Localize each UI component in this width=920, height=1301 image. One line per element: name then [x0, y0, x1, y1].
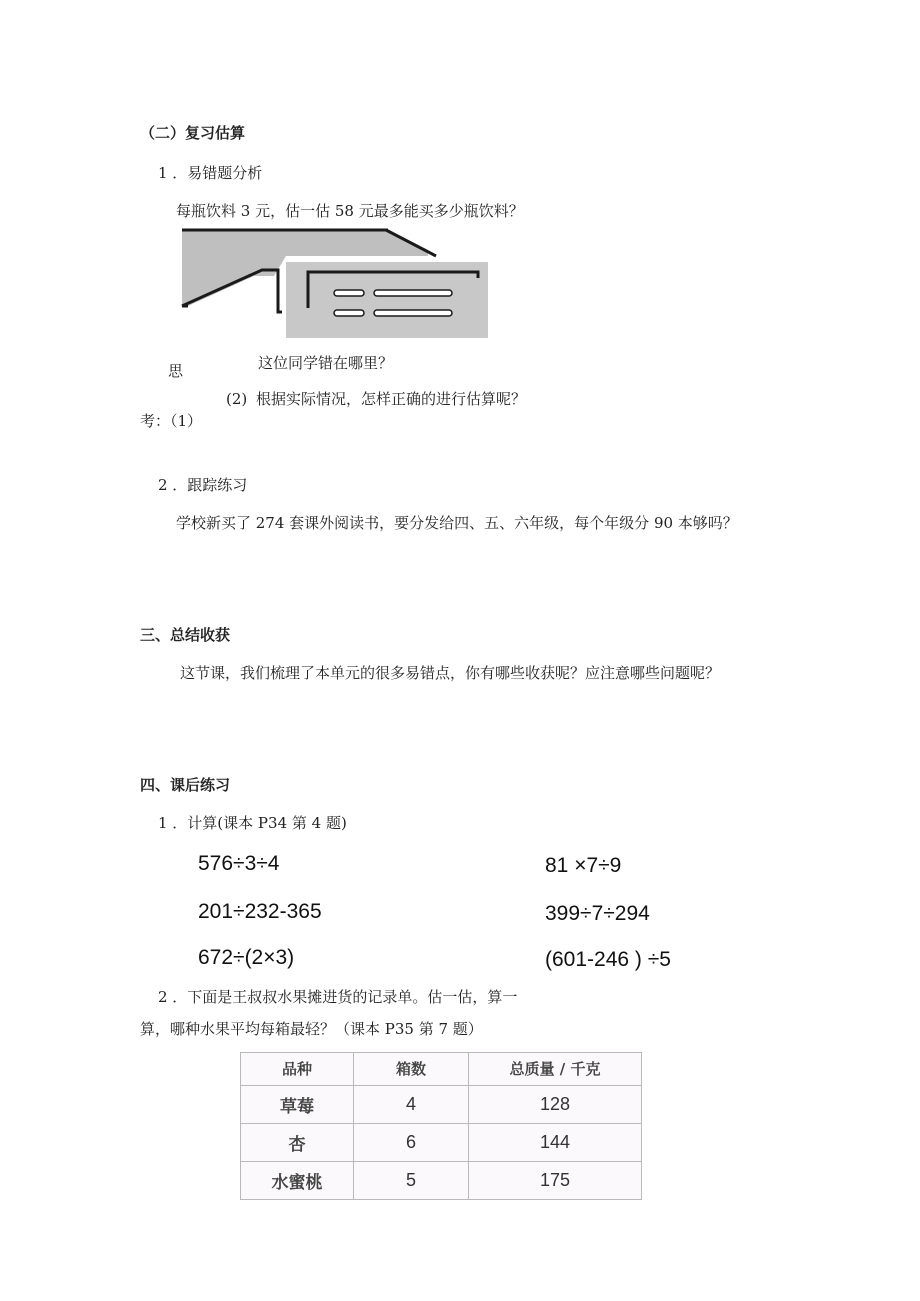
calc-expression: 672÷(2×3)	[198, 946, 295, 969]
box-count-cell: 4	[354, 1085, 469, 1123]
fruit-name-cell: 水蜜桃	[241, 1161, 354, 1199]
table-row	[241, 1161, 642, 1199]
item1-question: 每瓶饮料 3 元，估一估 58 元最多能买多少瓶饮料？	[176, 202, 524, 220]
box-count-cell: 6	[354, 1123, 469, 1161]
table-row	[241, 1085, 642, 1123]
section3-text: 这节课，我们梳理了本单元的很多易错点，你有哪些收获呢？应注意哪些问题呢？	[180, 664, 721, 682]
total-mass-cell: 144	[469, 1123, 642, 1161]
fruit-item-line2: 算，哪种水果平均每箱最轻？（课本 P35 第 7 题）	[140, 1020, 483, 1038]
think-label-char2: 考：（1）	[140, 412, 203, 430]
calc-expression: 201÷232-365	[198, 900, 322, 923]
box-count-cell: 5	[354, 1161, 469, 1199]
calc-expression: 81 ×7÷9	[545, 854, 622, 877]
think-question2: 根据实际情况，怎样正确的进行估算呢？	[256, 390, 527, 408]
calc-expression: 576÷3÷4	[198, 852, 280, 875]
fruit-name-cell: 草莓	[241, 1085, 354, 1123]
table-row	[241, 1123, 642, 1161]
header-cell: 箱数	[354, 1053, 469, 1086]
think-question2-number: (2)	[226, 390, 248, 408]
section2-heading: （二）复习估算	[140, 124, 246, 142]
item1-title: 1 ．易错题分析	[158, 164, 263, 182]
fruit-name-cell: 杏	[241, 1123, 354, 1161]
calc-expression: (601-246 ) ÷5	[545, 948, 671, 971]
fruit-item-line1: 2 ．下面是王叔叔水果摊进货的记录单。估一估，算一	[158, 988, 518, 1006]
table-header-row	[241, 1053, 642, 1086]
calc-item-title: 1 ．计算(课本 P34 第 4 题)	[158, 814, 347, 832]
section4-heading: 四、课后练习	[140, 776, 231, 794]
total-mass-cell: 175	[469, 1161, 642, 1199]
calc-expression: 399÷7÷294	[545, 902, 650, 925]
think-question1: 这位同学错在哪里？	[258, 354, 394, 372]
header-cell: 品种	[241, 1053, 354, 1086]
item2-question: 学校新买了 274 套课外阅读书，要分发给四、五、六年级，每个年级分 90 本够吗？	[176, 514, 738, 532]
header-cell: 总质量 / 千克	[469, 1053, 642, 1086]
fruit-record-table	[240, 1052, 642, 1200]
total-mass-cell: 128	[469, 1085, 642, 1123]
section3-heading: 三、总结收获	[140, 626, 231, 644]
item2-title: 2 ．跟踪练习	[158, 476, 248, 494]
student-work-illustration	[178, 226, 490, 340]
think-label-char1: 思	[168, 362, 184, 380]
